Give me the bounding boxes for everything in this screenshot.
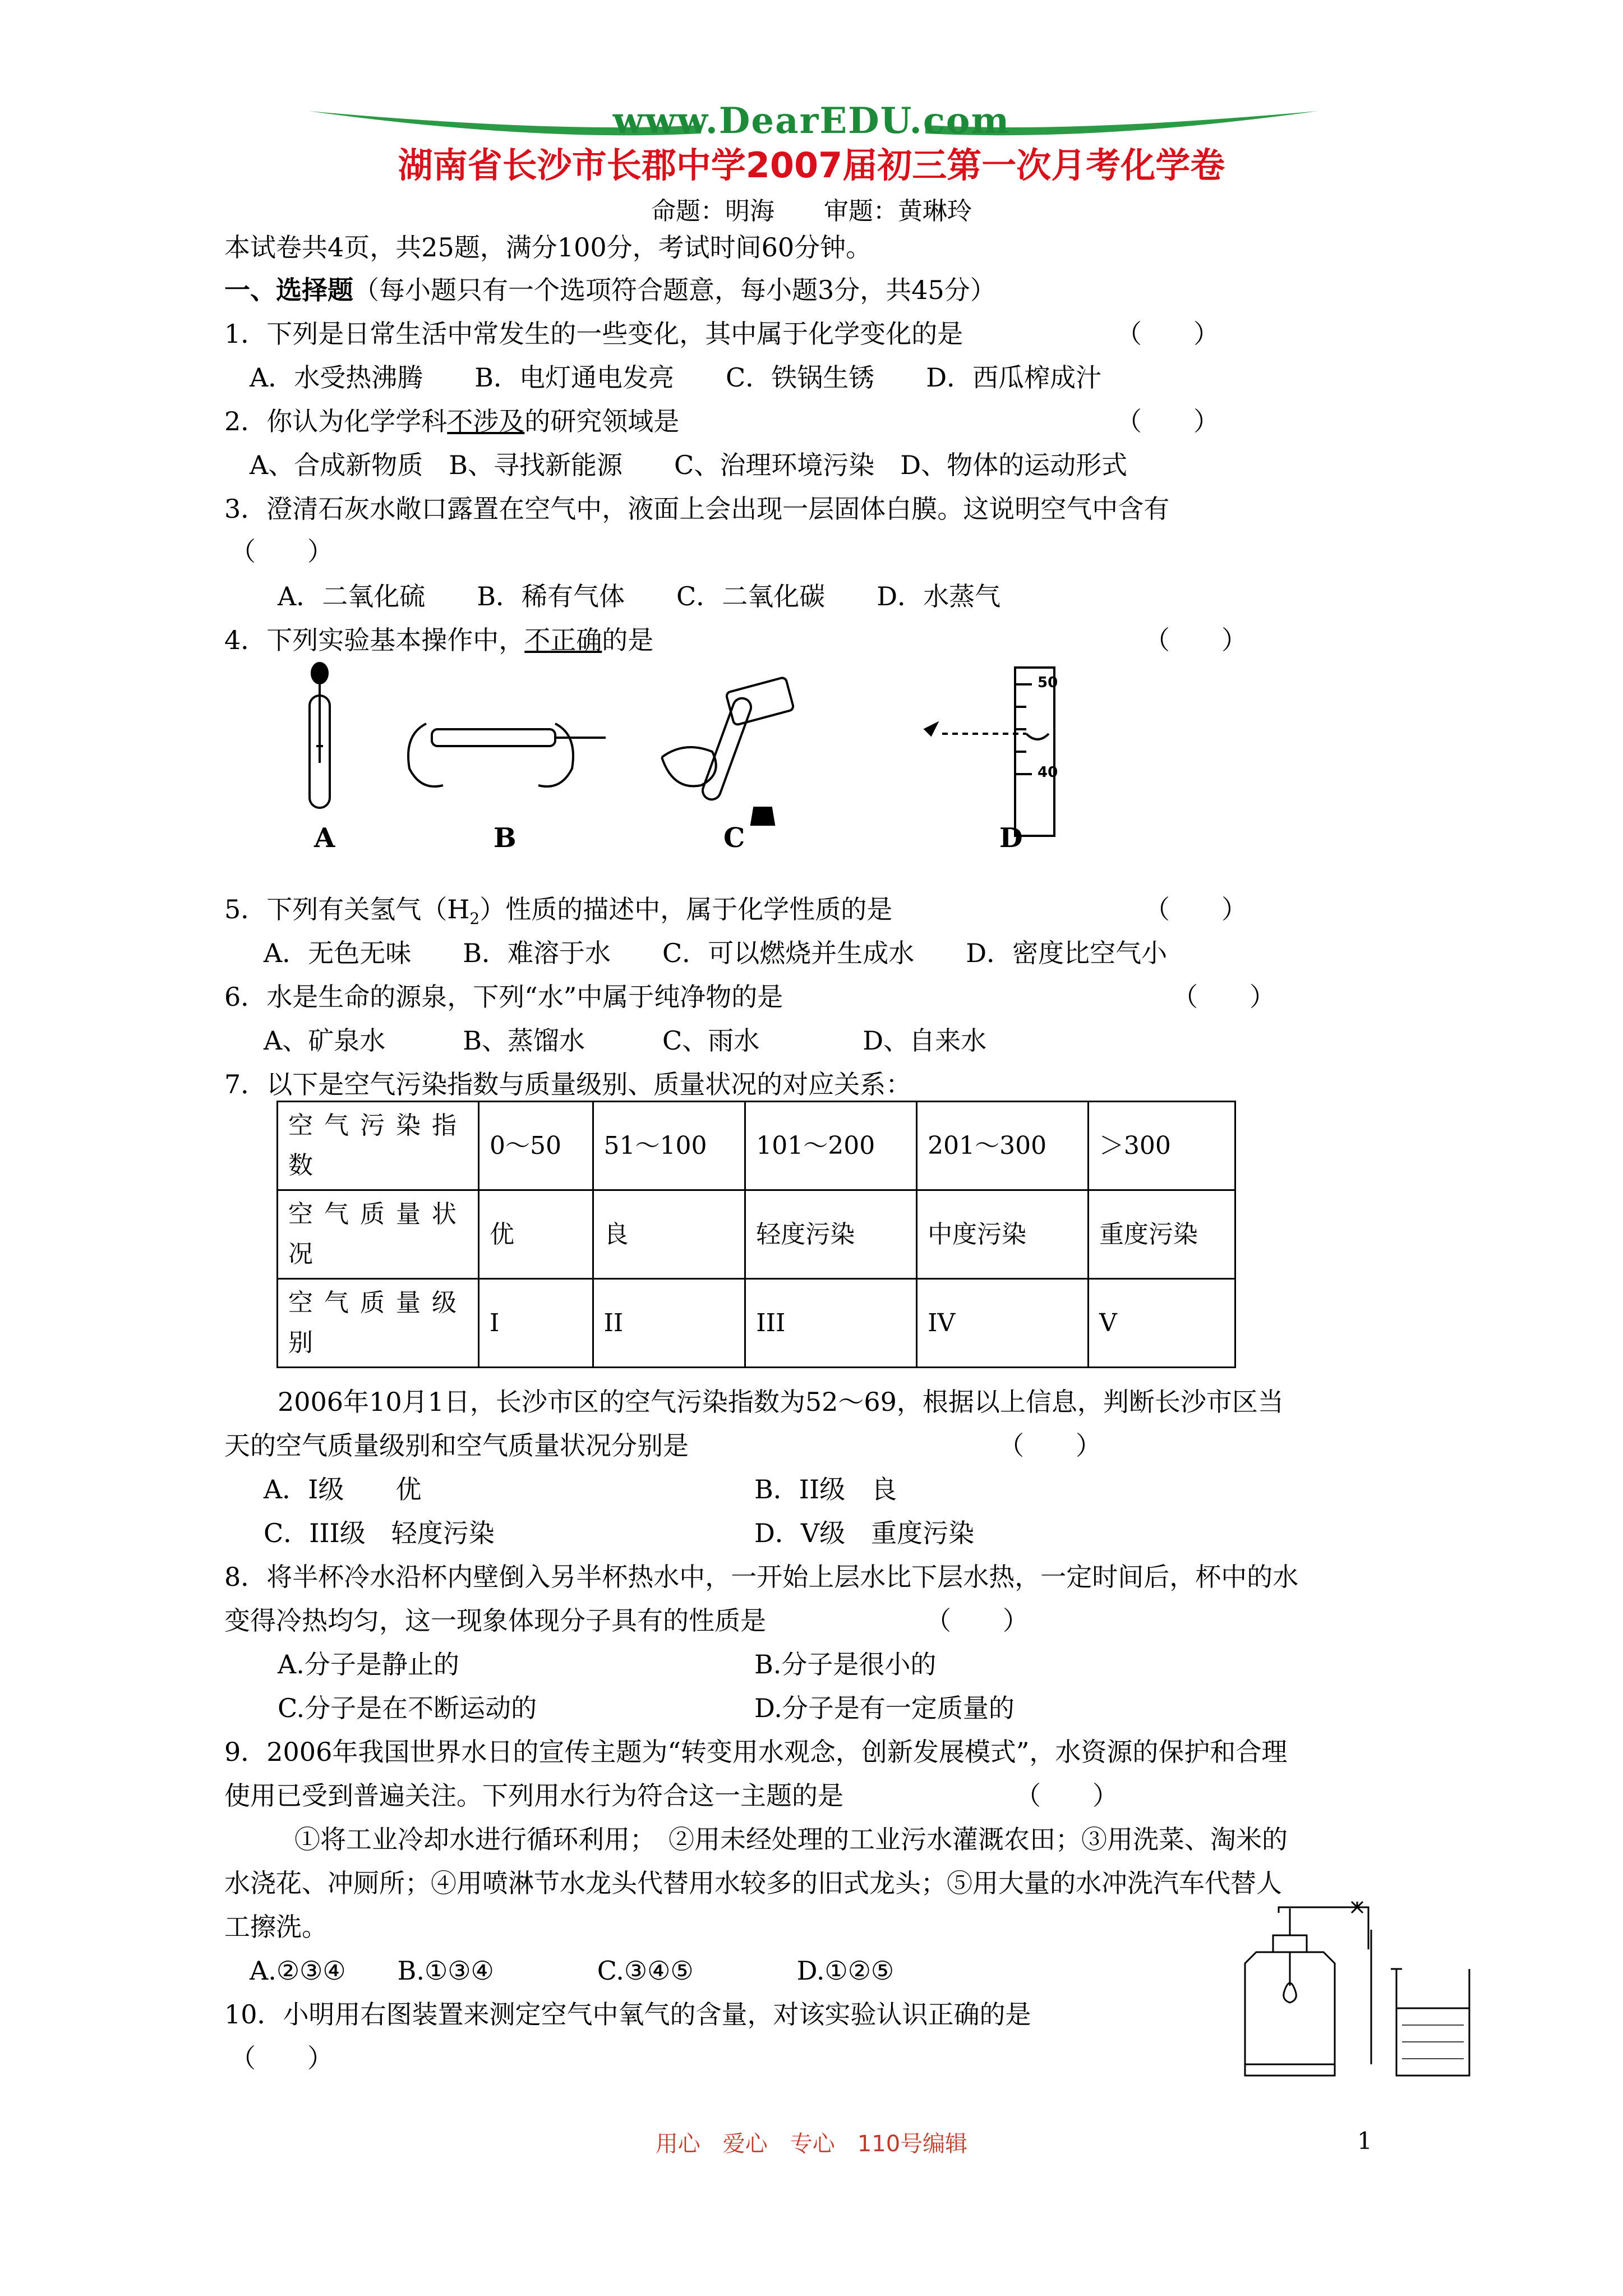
- section-desc: （每小题只有一个选项符合题意，每小题3分，共45分）: [353, 275, 996, 305]
- q5-stem-b: ）性质的描述中，属于化学性质的是: [479, 894, 893, 924]
- table-row: [278, 1190, 1235, 1279]
- question-2-stem: [224, 408, 679, 434]
- q4-stem-b: 的是: [602, 625, 654, 655]
- question-9-line-5: 工擦洗。: [224, 1912, 328, 1942]
- table-cell: 0～50: [479, 1102, 593, 1190]
- answer-paren: （ ）: [1144, 625, 1247, 655]
- exam-authors: 命题：明海 审题：黄琳玲: [651, 197, 972, 226]
- section-label: 一、选择题: [224, 275, 353, 305]
- table-cell: 空气质量状况: [278, 1190, 479, 1279]
- air-quality-table: [276, 1101, 1236, 1368]
- figure-label-c: C: [723, 822, 745, 854]
- answer-paren: （ ）: [1172, 982, 1275, 1012]
- table-cell: IV: [917, 1279, 1089, 1368]
- lab-operations-figure: [292, 662, 1099, 869]
- figure-c-pouring-bottle: [662, 677, 794, 825]
- figure-label-d: D: [999, 822, 1023, 854]
- question-9-options: A.②③④ B.①③④ C.③④⑤ D.①②⑤: [250, 1955, 895, 1986]
- question-5-stem: [224, 896, 892, 927]
- question-6-stem: 6．水是生命的源泉，下列“水”中属于纯净物的是: [224, 982, 783, 1012]
- table-cell: 重度污染: [1088, 1190, 1235, 1279]
- question-8-line-2: 变得冷热均匀，这一现象体现分子具有的性质是: [224, 1605, 766, 1636]
- page-footer: 用心 爱心 专心 110号编辑: [655, 2131, 968, 2157]
- answer-paren: （ ）: [1116, 406, 1219, 436]
- figure-d-graduated-cylinder: [925, 668, 1054, 836]
- question-10-stem: 10．小明用右图装置来测定空气中氧气的含量，对该实验认识正确的是: [224, 1999, 1031, 2030]
- question-7-stem: 7．以下是空气污染指数与质量级别、质量状况的对应关系：: [224, 1069, 912, 1099]
- answer-paren: （ ）: [998, 1430, 1101, 1461]
- table-cell: 空气质量级别: [278, 1279, 479, 1368]
- figure-b-hands-tube: [408, 724, 606, 786]
- question-1-stem: 1．下列是日常生活中常发生的一些变化，其中属于化学变化的是: [224, 319, 963, 349]
- table-cell: ＞300: [1088, 1102, 1235, 1190]
- question-2-options: A、合成新物质 B、寻找新能源 C、治理环境污染 D、物体的运动形式: [250, 450, 1128, 480]
- question-7-para-1: 2006年10月1日，长沙市区的空气污染指数为52～69，根据以上信息，判断长沙市区当: [278, 1387, 1284, 1417]
- oxygen-apparatus-figure: [1223, 1896, 1492, 2081]
- question-6-options: A、矿泉水 B、蒸馏水 C、雨水 D、自来水: [264, 1025, 987, 1056]
- question-8-option-b: B.分子是很小的: [754, 1649, 937, 1680]
- table-cell: I: [479, 1279, 593, 1368]
- site-logo-text: www.DearEDU.com: [612, 100, 1011, 142]
- table-cell: II: [593, 1279, 745, 1368]
- question-9-line-3: ①将工业冷却水进行循环利用； ②用未经处理的工业污水灌溉农田；③用洗菜、淘米的: [294, 1824, 1288, 1855]
- figure-label-a: A: [314, 822, 335, 854]
- q5-subscript: 2: [469, 909, 480, 928]
- table-row: [278, 1279, 1235, 1368]
- question-3-stem: 3．澄清石灰水敞口露置在空气中，液面上会出现一层固体白膜。这说明空气中含有: [224, 494, 1170, 524]
- table-cell: V: [1088, 1279, 1235, 1368]
- table-cell: 空气污染指数: [278, 1102, 479, 1190]
- q2-stem-underlined: 不涉及: [447, 406, 525, 436]
- table-cell: 轻度污染: [745, 1190, 917, 1279]
- question-9-line-1: 9．2006年我国世界水日的宣传主题为“转变用水观念，创新发展模式”，水资源的保护和合理: [224, 1737, 1288, 1767]
- figure-label-b: B: [494, 822, 517, 854]
- question-7-option-d: D．V级 重度污染: [754, 1518, 975, 1548]
- table-cell: 中度污染: [917, 1190, 1089, 1279]
- question-4-stem: [224, 627, 653, 653]
- table-cell: III: [745, 1279, 917, 1368]
- answer-paren: （ ）: [1015, 1780, 1118, 1811]
- answer-paren: （ ）: [925, 1605, 1029, 1636]
- answer-paren: （ ）: [230, 2043, 333, 2073]
- question-9-line-2: 使用已受到普遍关注。下列用水行为符合这一主题的是: [224, 1780, 843, 1811]
- table-cell: 优: [479, 1190, 593, 1279]
- exam-title: 湖南省长沙市长郡中学2007届初三第一次月考化学卷: [398, 145, 1225, 186]
- q4-stem-underlined: 不正确: [524, 625, 602, 655]
- q2-stem-a: 2．你认为化学学科: [224, 406, 448, 436]
- question-8-line-1: 8．将半杯冷水沿杯内壁倒入另半杯热水中，一开始上层水比下层水热，一定时间后，杯中的水: [224, 1562, 1299, 1592]
- answer-paren: （ ）: [1144, 894, 1247, 924]
- cylinder-tick-40: 40: [1038, 764, 1058, 781]
- question-3-options: A．二氧化硫 B．稀有气体 C．二氧化碳 D．水蒸气: [278, 581, 1001, 611]
- question-8-option-a: A.分子是静止的: [278, 1649, 459, 1680]
- table-cell: 101～200: [745, 1102, 917, 1190]
- table-cell: 51～100: [593, 1102, 745, 1190]
- q5-stem-a: 5．下列有关氢气（H: [224, 894, 470, 924]
- table-row: [278, 1102, 1235, 1190]
- question-8-option-d: D.分子是有一定质量的: [754, 1693, 1015, 1723]
- figure-a-dropper-test-tube: [310, 663, 330, 808]
- question-7-option-a: A．I级 优: [264, 1474, 422, 1504]
- question-7-option-b: B．II级 良: [754, 1474, 897, 1504]
- question-7-para-2: 天的空气质量级别和空气质量状况分别是: [224, 1430, 689, 1461]
- section-heading: [224, 277, 996, 303]
- answer-paren: （ ）: [1116, 319, 1219, 349]
- q4-stem-a: 4．下列实验基本操作中，: [224, 625, 525, 655]
- table-cell: 良: [593, 1190, 745, 1279]
- q2-stem-b: 的研究领域是: [524, 406, 680, 436]
- page-number: 1: [1357, 2127, 1372, 2155]
- question-9-line-4: 水浇花、冲厕所；④用喷淋节水龙头代替用水较多的旧式龙头；⑤用大量的水冲洗汽车代替人: [224, 1868, 1282, 1898]
- question-5-options: A．无色无味 B．难溶于水 C．可以燃烧并生成水 D．密度比空气小: [264, 938, 1168, 968]
- cylinder-tick-50: 50: [1038, 674, 1058, 691]
- table-cell: 201～300: [917, 1102, 1089, 1190]
- question-7-option-c: C．III级 轻度污染: [264, 1518, 495, 1548]
- exam-intro: 本试卷共4页，共25题，满分100分，考试时间60分钟。: [224, 232, 872, 263]
- question-1-options: A．水受热沸腾 B．电灯通电发亮 C．铁锅生锈 D．西瓜榨成汁: [250, 362, 1102, 393]
- question-8-option-c: C.分子是在不断运动的: [278, 1693, 537, 1723]
- answer-paren: （ ）: [230, 536, 333, 567]
